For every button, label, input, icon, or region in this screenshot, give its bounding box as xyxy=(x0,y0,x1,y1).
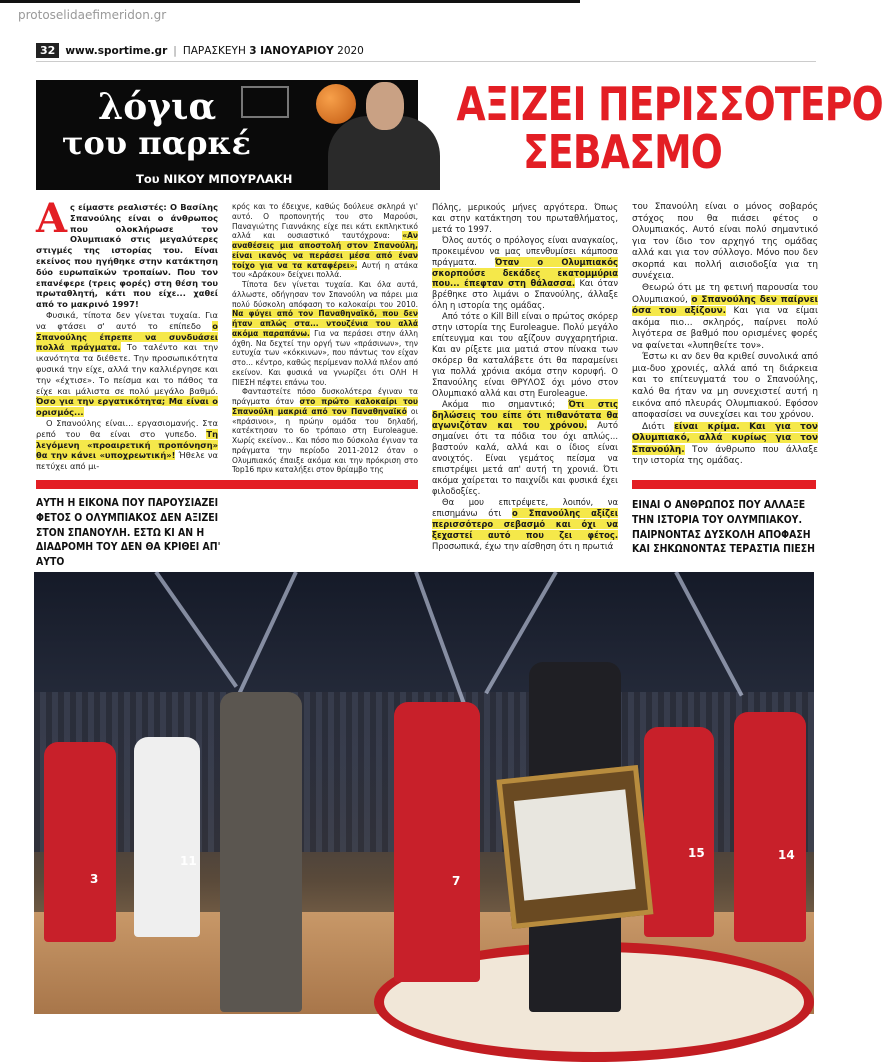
article-photo xyxy=(34,572,814,1014)
columnist-photo-head xyxy=(366,82,404,130)
paragraph: κρός και το έδειχνε, καθώς δούλευε σκληρά γι' αυτό. Ο προπονητής του στο Μαρούσι, Παναγιώτης Γιαννάκης είχε πει κάτι εκπληκτικό αλλά και ουσιαστικό ταυτόχρονα: «Αν αναθέσεις μια αποστολή στον Σπανούλη, είναι ικανός να περάσει μέσα από έναν τοίχο για να τα καταφέρει». Αυτή η ατάκα του «Δράκου» δείχνει πολλά. xyxy=(232,202,418,280)
jersey-number: 11 xyxy=(180,854,197,868)
paragraph: Από τότε ο Kill Bill είναι ο πρώτος σκόρερ στην ιστορία της Euroleague. Πολύ μεγάλο επίτευγμα και του αξίζουν συγχαρητήρια. Και αν ρίξετε μια ματιά στον πίνακα των σκόρερ θα καταλάβετε ότι θα παραμείνει για πολλά χρόνια ακόμα στην κορυφή. Ο Σπανούλης είναι ΘΡΥΛΟΣ όχι μόνο στον Ολυμπιακό αλλά και στη Euroleague. xyxy=(432,311,618,398)
light-beam xyxy=(235,571,298,700)
paragraph: Φυσικά, τίποτα δεν γίνεται τυχαία. Για να φτάσει σ' αυτό το επίπεδο ο Σπανούλης έπρεπε να συνδυάσει πολλά πράγματα. Το ταλέντο και την ικανότητα τα διέθετε. Την προσωπικότητα φυσικά την είχε, αλλά την καλλιέργησε και την «έχτισε». Το πείσμα και το πάθος τα είχε και μάλιστα σε πολύ μεγάλο βαθμό. Όσο για την εργατικότητα; Μα είναι ο ορισμός... xyxy=(36,309,218,418)
quote-bar-right xyxy=(632,480,816,489)
paragraph: Διότι είναι κρίμα. Και για τον Ολυμπιακό, αλλά κυρίως για τον Σπανούλη. Τον άνθρωπο που άλλαξε την ιστορία της ομάδας. xyxy=(632,421,818,467)
player-figure xyxy=(644,727,714,937)
watermark: protoselidaefimeridon.gr xyxy=(18,8,167,22)
light-beam xyxy=(674,571,743,696)
jersey-number: 15 xyxy=(688,846,705,860)
light-beam xyxy=(154,571,238,688)
jersey-number: 3 xyxy=(90,872,99,886)
article-headline xyxy=(456,77,883,179)
article-column-1 xyxy=(36,195,218,484)
basketball-icon xyxy=(316,84,356,124)
paragraph: του Σπανούλη είναι ο μόνος σοβαρός στόχος που θα πιάσει φέτος ο Ολυμπιακός. Αυτό είναι πολύ σημαντικό για τον ίδιο τον αρχηγό της ομάδας αλλά και για τον σύλλογο. Μόνο που δεν σκορπά και πολλή αισιοδοξία για τη συνέχεια. xyxy=(632,202,818,282)
headline-line2: ΣΕΒΑΣΜΟ xyxy=(522,125,723,179)
paragraph: Θα μου επιτρέψετε, λοιπόν, να επισημάνω ότι ο Σπανούλης αξίζει περισσότερο σεβασμό και όχι να ξεχαστεί αυτό που ζει φέτος. Προσωπικά, έχω την αίσθηση ότι η πρωτιά xyxy=(432,496,618,551)
date-year: 2020 xyxy=(337,44,364,57)
banner-title-line2: του παρκέ xyxy=(62,124,251,162)
column-banner xyxy=(36,80,418,190)
date-weekday: ΠΑΡΑΣΚΕΥΗ xyxy=(182,44,246,57)
pull-quote-right: ΕΙΝΑΙ Ο ΑΝΘΡΩΠΟΣ ΠΟΥ ΑΛΛΑΞΕ ΤΗΝ ΙΣΤΟΡΙΑ ΤΟΥ ΟΛΥΜΠΙΑΚΟΥ. ΠΑΙΡΝΟΝΤΑΣ ΔΥΣΚΟΛΗ ΑΠΟΦΑΣΗ ΚΑΙ ΣΗΚΩΝΟΝΤΑΣ ΤΕΡΑΣΤΙΑ ΠΙΕΣΗ xyxy=(632,499,816,556)
article-column-4 xyxy=(632,202,818,477)
jersey-number: 7 xyxy=(452,874,461,888)
player-figure xyxy=(734,712,806,942)
header-separator: | xyxy=(173,44,177,57)
paragraph: Όλος αυτός ο πρόλογος είναι αναγκαίος, προκειμένου να μας υπενθυμίσει κάμποσα πράγματα. Όταν ο Ολυμπιακός σκορπούσε δεκάδες εκατομμύρια που... έπεφταν στη θάλασσα. Και όταν βρέθηκε στο λιμάνι ο Σπανούλης, άλλαξε όλη η ιστορία της ομάδας. xyxy=(432,234,619,311)
site-url[interactable]: www.sportime.gr xyxy=(65,44,168,57)
plaque-scoresheet xyxy=(514,789,636,900)
headline-line1: ΑΞΙΖΕΙ ΠΕΡΙΣΣΟΤΕΡΟ xyxy=(456,77,883,131)
light-beam xyxy=(414,571,466,704)
page-header xyxy=(36,40,816,62)
banner-title-line1: λόγια xyxy=(98,86,217,128)
date-day-month: 3 ΙΑΝΟΥΑΡΙΟΥ xyxy=(249,44,334,57)
article-column-2 xyxy=(232,202,418,477)
page-number: 32 xyxy=(36,43,59,58)
article-column-3 xyxy=(432,202,618,562)
byline: Του ΝΙΚΟΥ ΜΠΟΥΡΛΑΚΗ xyxy=(136,172,293,186)
quote-bar-left xyxy=(36,480,418,489)
paragraph: Ακόμα πιο σημαντικό; Ότι στις δηλώσεις του είπε ότι πιθανότατα θα αγωνιζόταν και του χρόνου. Αυτό σημαίνει ότι τα πόδια του όχι απλώς... βαστούν καλά, αλλά και ο ίδιος είναι ανοιχτός. Είναι γεμάτος πείσμα να επιστρέψει μετά απ' αυτή τη χρονιά. Ότι ακόμα χαίρεται το παιχνίδι και φυσικά έχει φιλοδοξίες. xyxy=(432,398,618,496)
paragraph: Τίποτα δεν γίνεται τυχαία. Και όλα αυτά, άλλωστε, οδήγησαν τον Σπανούλη να πάρει μια πολύ δύσκολη απόφαση το καλοκαίρι του 2010. Να φύγει από τον Παναθηναϊκό, που δεν ήταν απλώς στα... ντουζένια του αλλά ακόμα παραπάνω. Για να περάσει στην άλλη όχθη. Να δεχτεί την οργή των «πράσινων», την ευτυχία των «κόκκινων», που πάντως τον είχαν στο... κέντρο, καθώς περίμεναν πολλά πλέον από εκείνον. Και φυσικά να γνωρίζει ότι ΟΛΗ Η ΠΙΕΣΗ πέφτει επάνω του. xyxy=(232,280,418,387)
drop-cap: Α xyxy=(36,195,68,242)
player-figure xyxy=(44,742,116,942)
top-rule xyxy=(0,0,580,3)
paragraph: Πόλης, μερικούς μήνες αργότερα. Όπως και στην κατάκτηση του πρωταθλήματος, μετά το 1997. xyxy=(432,202,618,234)
pull-quote-left: ΑΥΤΗ Η ΕΙΚΟΝΑ ΠΟΥ ΠΑΡΟΥΣΙΑΖΕΙ ΦΕΤΟΣ Ο ΟΛΥΜΠΙΑΚΟΣ ΔΕΝ ΑΞΙΖΕΙ ΣΤΟΝ ΣΠΑΝΟΥΛΗ. ΕΣΤΩ ΚΙ ΑΝ Η ΔΙΑΔΡΟΜΗ ΤΟΥ ΔΕΝ ΘΑ ΚΡΙΘΕΙ ΑΠ' ΑΥΤΟ xyxy=(36,497,221,569)
basket-hoop-graphic xyxy=(241,86,289,118)
paragraph: Έστω κι αν δεν θα κριθεί συνολικά από μια-δυο χρονιές, αλλά από τη διάρκεια και το επίτευγματά του ο Σπανούλης, καλό θα ήταν να μη συνεχιστεί αυτή η εικόνα από πλευράς Ολυμπιακού. Εφόσον αποφασίσει να συνεχίσει και του χρόνου. xyxy=(632,352,818,421)
paragraph: Ο Σπανούλης είναι... εργασιομανής. Στα ρεπό του θα είναι στο γυπεδο. Τη λεγόμενη «προαιρετική προπόνηση» θα την κάνει «υποχρεωτική»! Ήθελε να πετύχει από μι- xyxy=(36,417,218,472)
paragraph: Φανταστείτε πόσο δυσκολότερα έγιναν τα πράγματα όταν στο πρώτο καλοκαίρι του Σπανούλη μακριά από τον Παναθηναϊκό οι «πράσινοι», η πρώην ομάδα του δηλαδή, κατέκτησαν το 6ο τρόπαιο στη Euroleague. Χωρίς εκείνον... Και πόσο πιο δύσκολα έγιναν τα πράγματα την περίοδο 2011-2012 όταν ο Ολυμπιακός έπαιξε ακόμα και την πρόκριση στο Top16 πριν καταλήξει στον θρίαμβο της xyxy=(232,387,418,475)
jersey-number: 14 xyxy=(778,848,795,862)
lead-paragraph: Ας είμαστε ρεαλιστές: Ο Βασίλης Σπανούλης είναι ο άνθρωπος που ολοκλήρωσε τον Ολυμπιακό στις μεγαλύτερες στιγμές της ιστορίας του. Είναι εκείνος που ηγήθηκε στην κατάκτηση δύο ευρωπαϊκών τροπαίων. Που τον επανέφερε (τρεις φορές) στη θέση του πρωταθλητή, κάτι που είχε... χαθεί από το μακρινό 1997! xyxy=(36,195,218,310)
top-bar xyxy=(0,0,840,32)
player-figure xyxy=(134,737,200,937)
paragraph: Θεωρώ ότι με τη φετινή παρουσία του Ολυμπιακού, ο Σπανούλης δεν παίρνει όσα του αξίζουν. Και για να είμαι ακόμα πιο... σκληρός, παίρνει πολύ λιγότερα σε βαθμό που ορισμένες φορές να φαίνεται «λυπηθείτε τον». xyxy=(632,282,818,351)
trophy-plaque xyxy=(497,765,654,929)
official-figure xyxy=(220,692,302,1012)
player-figure xyxy=(394,702,480,982)
issue-date xyxy=(183,45,364,57)
